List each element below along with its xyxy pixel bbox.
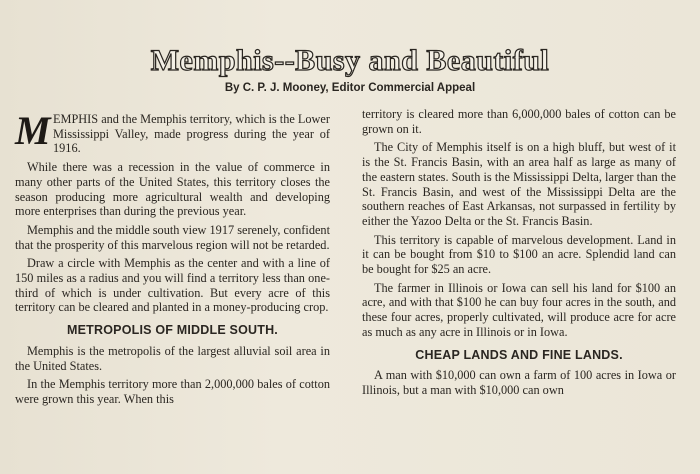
paragraph: A man with $10,000 can own a farm of 100 acres in Iowa or Illinois, but a man with $10,000 can own [362, 368, 676, 397]
paragraph: While there was a recession in the value of commerce in many other parts of the United States, this territory closes the season producing more agricultural wealth and developing more enterprises than during the previous year. [15, 160, 330, 219]
right-column [362, 107, 676, 402]
left-column [15, 108, 330, 411]
article-byline: By C. P. J. Mooney, Editor Commercial Appeal [224, 82, 476, 94]
paragraph: territory is cleared more than 6,000,000 bales of cotton can be grown on it. [362, 107, 676, 136]
paragraph: Draw a circle with Memphis as the center and with a line of 150 miles as a radius and you will find a territory less than one-third of which is under cultivation. But every acre of this territory can be cleared and planted in a money-producing crop. [15, 256, 330, 315]
paragraph: The farmer in Illinois or Iowa can sell his land for $100 an acre, and with that $100 he can buy four acres in the south, and these four acres, properly cultivated, will produce acre for acre as much as any acre in Illinois or in Iowa. [362, 280, 676, 339]
paragraph: Memphis is the metropolis of the largest alluvial soil area in the United States. [15, 343, 330, 373]
section-heading: METROPOLIS OF MIDDLE SOUTH. [67, 323, 278, 338]
drop-cap: M [15, 108, 51, 153]
paragraph: This territory is capable of marvelous development. Land in it can be bought from $10 to $100 an acre. Splendid land can be bought for $25 an acre. [362, 232, 676, 277]
paragraph: In the Memphis territory more than 2,000,000 bales of cotton were grown this year. When this [15, 377, 330, 406]
article-title: Memphis--Busy and Beautiful [150, 44, 550, 77]
paragraph: Memphis and the middle south view 1917 serenely, confident that the prosperity of this marvelous region will not be retarded. [15, 222, 330, 252]
paragraph [15, 108, 330, 156]
paragraph-text: EMPHIS and the Memphis territory, which is the Lower Mississippi Valley, made progress during the year of 1916. [53, 112, 330, 156]
section-heading: CHEAP LANDS AND FINE LANDS. [415, 347, 623, 362]
paragraph: The City of Memphis itself is on a high bluff, but west of it is the St. Francis Basin, with an area half as large as many of the eastern states. South is the Mississippi Delta, larger than the St. Francis Basin, and west of the Mississippi Delta are the southern reaches of East Arkansas, not surpassed in fertility by either the Yazoo Delta or the St. Francis Basin. [362, 140, 676, 228]
